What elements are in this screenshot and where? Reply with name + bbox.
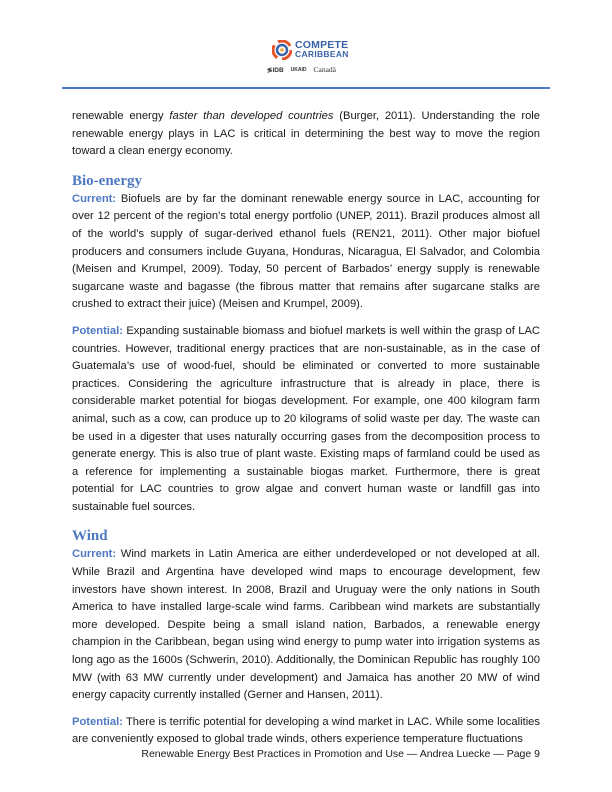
wind-current-paragraph bbox=[72, 546, 540, 704]
bio-energy-potential-text: Expanding sustainable biomass and biofuel markets is well within the grasp of LAC countries. However, traditional energy practices that are non-sustainable, as in the case of Guatemala’s use of wood-fuel, should be eliminated or converted to more sustainable practices. Considering the agriculture infrastructure that is already in place, there is considerable market potential for biogas development. For example, one 400 kilogram farm animal, such as a cow, can produce up to 20 kilograms of solid waste per day. The waste can be used in a digester that uses naturally occurring gases from the decomposition process to generate energy. This is also true of plant waste. Existing maps of farmland could be used as a reference for implementing a sustainable biogas market. Furthermore, there is great potential for LAC countries to grow algae and convert human waste or landfill gas into sustainable fuel sources. bbox=[72, 324, 540, 513]
compete-caribbean-logo-icon bbox=[272, 40, 292, 60]
potential-label: Potential: bbox=[72, 324, 123, 337]
page-footer: Renewable Energy Best Practices in Promotion and Use — Andrea Luecke — Page 9 bbox=[141, 748, 540, 760]
bio-energy-potential-paragraph bbox=[72, 323, 540, 517]
idb-logo: ≶IDB bbox=[267, 66, 284, 74]
potential-label: Potential: bbox=[72, 715, 123, 728]
intro-text-after: (Burger, 2011). Understanding the role renewable energy plays in LAC is critical in determining the best way to move the region toward a clean energy economy. bbox=[72, 110, 541, 158]
intro-paragraph bbox=[72, 108, 540, 161]
intro-emphasis: faster than developed countries bbox=[169, 110, 334, 122]
header-divider bbox=[62, 87, 550, 89]
section-heading-bio-energy: Bio-energy bbox=[72, 172, 142, 189]
current-label: Current: bbox=[72, 548, 117, 561]
wind-current-text: Wind markets in Latin America are either underdeveloped or not developed at all. While Brazil and Argentina have developed wind maps to encourage development, few investors have shown interest. In 2008, Brazil and Uruguay were the only nations in South America to have installed large-scale wind farms. Caribbean wind markets are substantially more developed. Despite being a small island nation, Barbados, a renewable energy champion in the Caribbean, began using wind energy to pump water into irrigation systems as long ago as the 1600s (Schwerin, 2010). Additionally, the Dominican Republic has roughly 100 MW (with 63 MW currently under development) and Jamaica has another 20 MW of wind energy capacity currently installed (Gerner and Hansen, 2011). bbox=[72, 548, 540, 702]
partner-logos bbox=[267, 65, 336, 74]
intro-text-before: renewable energy bbox=[72, 110, 170, 122]
compete-caribbean-logo bbox=[272, 40, 349, 60]
page-header bbox=[0, 36, 612, 82]
canada-logo: Canadä bbox=[313, 65, 336, 74]
bio-energy-current-paragraph bbox=[72, 191, 540, 314]
page-body bbox=[72, 108, 540, 758]
wind-potential-paragraph bbox=[72, 714, 540, 749]
bio-energy-current-text: Biofuels are by far the dominant renewable energy source in LAC, accounting for over 12 percent of the region’s total energy portfolio (UNEP, 2011). Brazil produces almost all of the world’s supply of sugar-derived ethanol fuels (REN21, 2011). Other major biofuel producers and consumers include Guyana, Honduras, Nicaragua, El Salvador, and Colombia (Meisen and Krumpel, 2009). Today, 50 percent of Barbados’ energy supply is renewable sugarcane waste and bagasse (the fibrous matter that remains after sugarcane stalks are crushed to extract their juice) (Meisen and Krumpel, 2009). bbox=[72, 192, 540, 311]
brand-name-line2: CARIBBEAN bbox=[295, 49, 349, 59]
section-heading-wind: Wind bbox=[72, 528, 108, 545]
wind-potential-text: There is terrific potential for developing a wind market in LAC. While some localities are conveniently exposed to global trade winds, others experience temperature fluctuations bbox=[72, 715, 540, 746]
brand-name-line1: COMPETE bbox=[295, 39, 349, 51]
current-label: Current: bbox=[72, 192, 117, 205]
ukaid-logo: UKAID bbox=[290, 66, 307, 73]
